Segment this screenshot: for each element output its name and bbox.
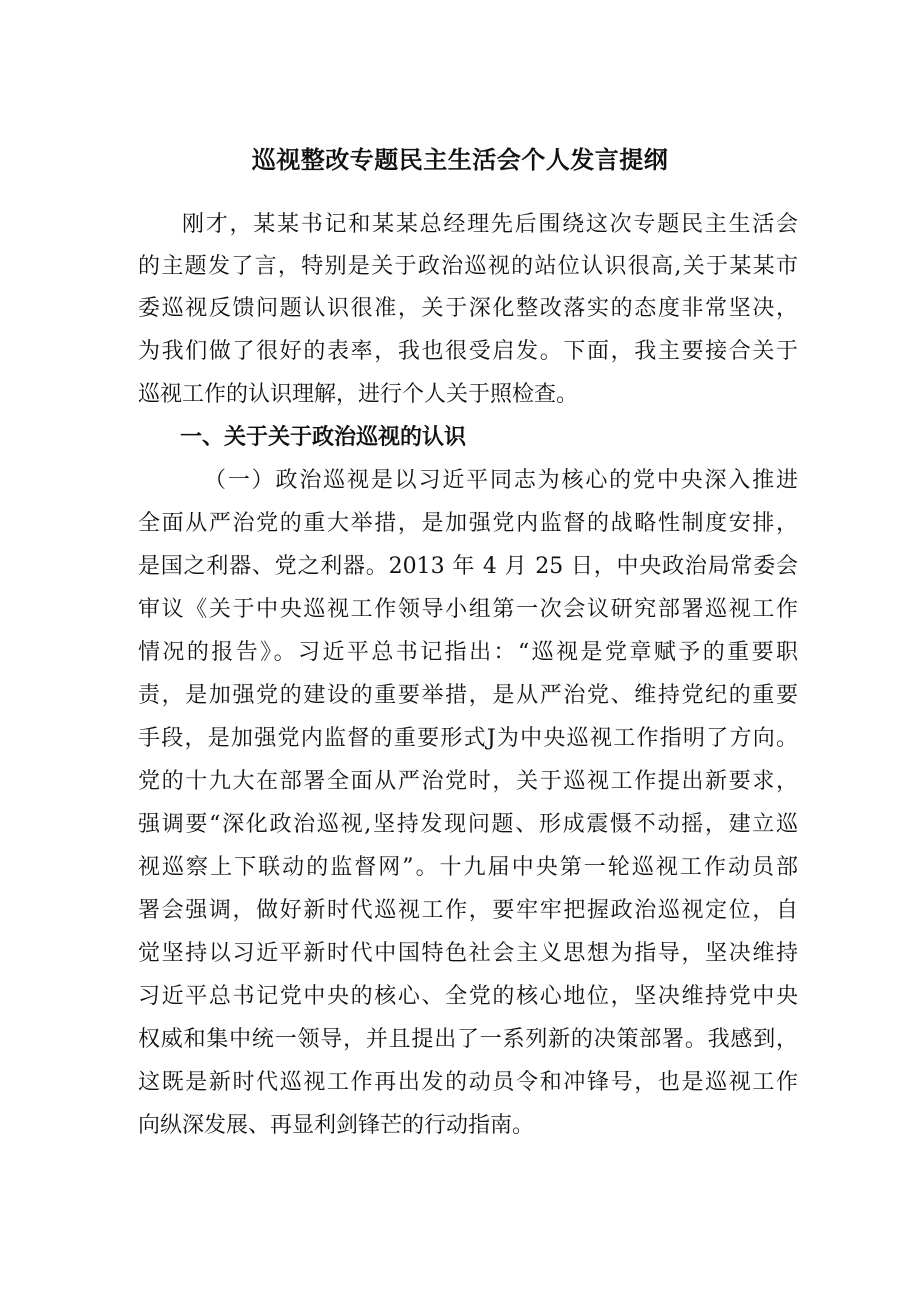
paragraph-line: 视巡察上下联动的监督网”。十九届中央第一轮巡视工作动员部 [138,855,798,880]
paragraph-line: 这既是新时代巡视工作再出发的动员令和冲锋号，也是巡视工作 [138,1070,798,1095]
paragraph-line: 习近平总书记党中央的核心、全党的核心地位，坚决维持党中央 [138,984,798,1009]
paragraph-line: （一）政治巡视是以习近平同志为核心的党中央深入推进 [204,468,798,493]
paragraph-line: 为我们做了很好的表率，我也很受启发。下面，我主要接合关于 [138,339,798,364]
paragraph-line: 委巡视反馈问题认识很准，关于深化整改落实的态度非常坚决， [138,296,798,321]
paragraph-line: 刚才，某某书记和某某总经理先后围绕这次专题民主生活会 [182,212,798,237]
document-title: 巡视整改专题民主生活会个人发言提纲 [251,146,669,174]
paragraph-line: 全面从严治党的重大举措，是加强党内监督的战略性制度安排， [138,511,798,536]
paragraph-line: 情况的报告》。习近平总书记指出：“巡视是党章赋予的重要职 [138,640,798,665]
paragraph-line: 是国之利器、党之利器。2013 年 4 月 25 日，中央政治局常委会 [138,554,798,579]
paragraph-line: 手段，是加强党内监督的重要形式J为中央巡视工作指明了方向。 [138,726,798,751]
paragraph-line: 觉坚持以习近平新时代中国特色社会主义思想为指导，坚决维持 [138,941,798,966]
paragraph-line: 向纵深发展、再显利剑锋芒的行动指南。 [138,1113,535,1138]
paragraph-line: 署会强调，做好新时代巡视工作，要牢牢把握政治巡视定位，自 [138,898,798,923]
paragraph-line: 的主题发了言，特别是关于政治巡视的站位认识很高,关于某某市 [138,254,798,279]
paragraph-line: 权威和集中统一领导，并且提出了一系列新的决策部署。我感到， [138,1027,798,1052]
paragraph-line: 责，是加强党的建设的重要举措，是从严治党、维持党纪的重要 [138,683,798,708]
paragraph-line: 党的十九大在部署全面从严治党时，关于巡视工作提出新要求， [138,769,798,794]
paragraph-line: 巡视工作的认识理解，进行个人关于照检查。 [138,382,579,407]
section-heading: 一、关于关于政治巡视的认识 [180,425,467,450]
paragraph-line: 强调要“深化政治巡视,坚持发现问题、形成震慑不动摇，建立巡 [138,812,798,837]
paragraph-line: 审议《关于中央巡视工作领导小组第一次会议研究部署巡视工作 [138,597,798,622]
